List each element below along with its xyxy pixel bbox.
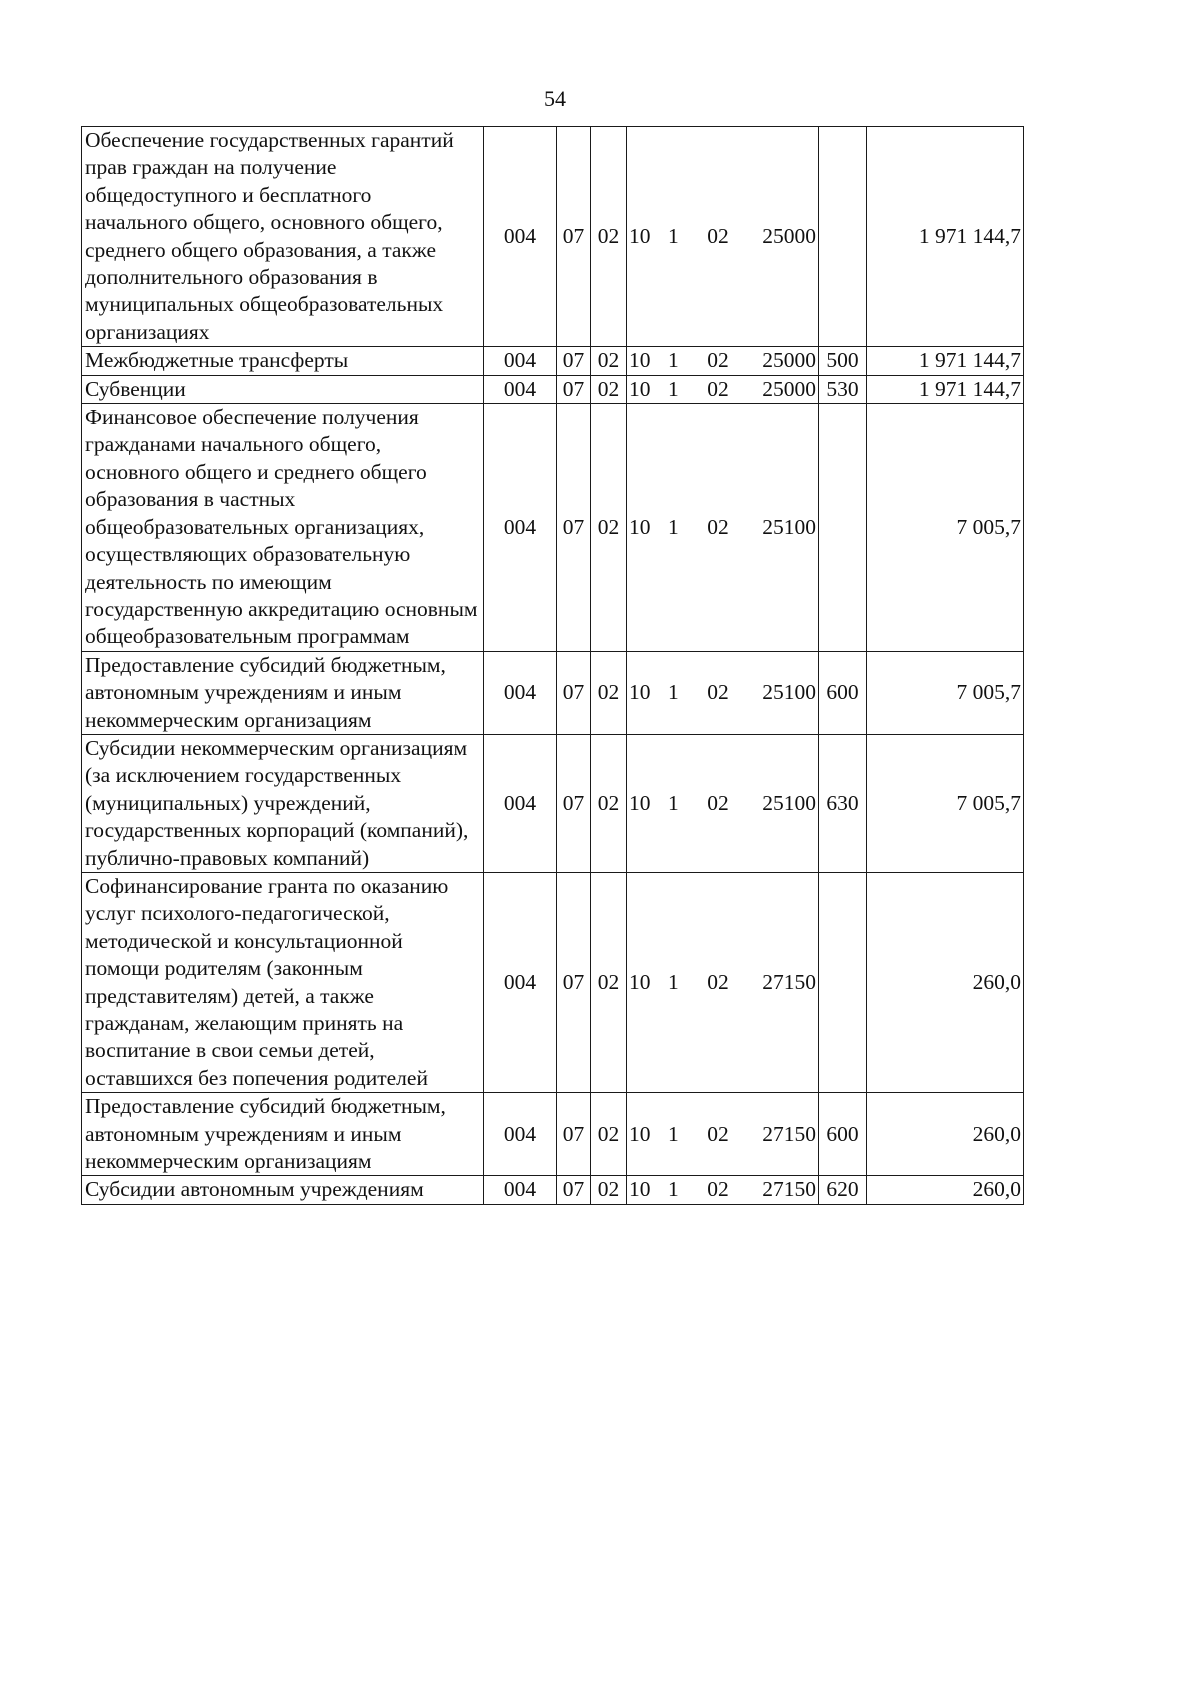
target-article-code-part: 10 bbox=[629, 790, 651, 815]
expense-type-code-cell: 600 bbox=[819, 651, 867, 734]
grbs-code-cell: 004 bbox=[484, 375, 557, 403]
table-row bbox=[82, 1176, 1024, 1204]
subsection-code-cell: 02 bbox=[591, 1176, 627, 1204]
amount-cell: 1 971 144,7 bbox=[867, 375, 1024, 403]
target-article-code-part: 10 bbox=[629, 969, 651, 994]
target-article-code-part: 10 bbox=[629, 348, 651, 373]
grbs-code-cell: 004 bbox=[484, 651, 557, 734]
target-article-code-part: 02 bbox=[707, 348, 729, 373]
table-row bbox=[82, 347, 1024, 375]
table-row bbox=[82, 404, 1024, 652]
amount-cell: 7 005,7 bbox=[867, 404, 1024, 652]
subsection-code-cell: 02 bbox=[591, 127, 627, 347]
subsection-code-cell: 02 bbox=[591, 404, 627, 652]
subsection-code-cell: 02 bbox=[591, 734, 627, 872]
target-article-code-part: 25100 bbox=[762, 680, 816, 705]
target-article-code-part: 1 bbox=[668, 969, 679, 994]
page-number: 54 bbox=[544, 86, 566, 111]
row-name-cell: Межбюджетные трансферты bbox=[82, 347, 484, 375]
budget-table bbox=[81, 126, 1024, 1205]
target-article-code-cell bbox=[627, 1176, 819, 1204]
amount-cell: 1 971 144,7 bbox=[867, 127, 1024, 347]
target-article-code bbox=[629, 223, 816, 250]
target-article-code-part: 02 bbox=[707, 969, 729, 994]
amount-cell: 260,0 bbox=[867, 1176, 1024, 1204]
grbs-code-cell: 004 bbox=[484, 347, 557, 375]
target-article-code-part: 27150 bbox=[762, 969, 816, 994]
expense-type-code-cell: 600 bbox=[819, 1093, 867, 1176]
target-article-code-part: 10 bbox=[629, 514, 651, 539]
target-article-code bbox=[629, 679, 816, 706]
row-name-cell: Финансовое обеспечение получения гражданами начального общего, основного общего и среднего общего образования в частных общеобразовательных организациях, осуществляющих образовательную деятельность по имеющим государственную аккредитацию основным общеобразовательным программам bbox=[82, 404, 484, 652]
target-article-code-part: 02 bbox=[707, 680, 729, 705]
target-article-code-part: 1 bbox=[668, 348, 679, 373]
expense-type-code-cell bbox=[819, 127, 867, 347]
amount-cell: 7 005,7 bbox=[867, 651, 1024, 734]
target-article-code-part: 25000 bbox=[762, 223, 816, 248]
subsection-code-cell: 02 bbox=[591, 1093, 627, 1176]
amount-cell: 1 971 144,7 bbox=[867, 347, 1024, 375]
target-article-code-cell bbox=[627, 872, 819, 1092]
table-row bbox=[82, 1093, 1024, 1176]
subsection-code-cell: 02 bbox=[591, 872, 627, 1092]
section-code-cell: 07 bbox=[557, 127, 591, 347]
target-article-code bbox=[629, 790, 816, 817]
row-name-cell: Субвенции bbox=[82, 375, 484, 403]
section-code-cell: 07 bbox=[557, 872, 591, 1092]
target-article-code-part: 02 bbox=[707, 1121, 729, 1146]
row-name-cell: Обеспечение государственных гарантий прав граждан на получение общедоступного и бесплатного начального общего, основного общего, среднего общего образования, а также дополнительного образования в муниципальных общеобразовательных организациях bbox=[82, 127, 484, 347]
target-article-code-part: 1 bbox=[668, 680, 679, 705]
target-article-code-part: 25000 bbox=[762, 376, 816, 401]
section-code-cell: 07 bbox=[557, 734, 591, 872]
subsection-code-cell: 02 bbox=[591, 651, 627, 734]
subsection-code-cell: 02 bbox=[591, 347, 627, 375]
target-article-code-part: 1 bbox=[668, 1177, 679, 1202]
row-name-cell: Предоставление субсидий бюджетным, автономным учреждениям и иным некоммерческим организациям bbox=[82, 651, 484, 734]
target-article-code-part: 25100 bbox=[762, 790, 816, 815]
table-row bbox=[82, 651, 1024, 734]
target-article-code-part: 10 bbox=[629, 1121, 651, 1146]
expense-type-code-cell bbox=[819, 872, 867, 1092]
expense-type-code-cell: 630 bbox=[819, 734, 867, 872]
row-name-cell: Софинансирование гранта по оказанию услуг психолого-педагогической, методической и консультационной помощи родителям (законным представителям) детей, а также гражданам, желающим принять на воспитание в свои семьи детей, оставшихся без попечения родителей bbox=[82, 872, 484, 1092]
grbs-code-cell: 004 bbox=[484, 127, 557, 347]
target-article-code-part: 02 bbox=[707, 514, 729, 539]
target-article-code-cell bbox=[627, 1093, 819, 1176]
grbs-code-cell: 004 bbox=[484, 1093, 557, 1176]
section-code-cell: 07 bbox=[557, 1093, 591, 1176]
target-article-code-part: 10 bbox=[629, 376, 651, 401]
target-article-code-part: 02 bbox=[707, 790, 729, 815]
target-article-code-cell bbox=[627, 127, 819, 347]
target-article-code-part: 1 bbox=[668, 1121, 679, 1146]
target-article-code bbox=[629, 969, 816, 996]
target-article-code-cell bbox=[627, 651, 819, 734]
table-row bbox=[82, 872, 1024, 1092]
subsection-code-cell: 02 bbox=[591, 375, 627, 403]
target-article-code-part: 25000 bbox=[762, 348, 816, 373]
target-article-code-part: 10 bbox=[629, 223, 651, 248]
row-name-cell: Субсидии автономным учреждениям bbox=[82, 1176, 484, 1204]
expense-type-code-cell: 620 bbox=[819, 1176, 867, 1204]
expense-type-code-cell: 530 bbox=[819, 375, 867, 403]
amount-cell: 7 005,7 bbox=[867, 734, 1024, 872]
target-article-code-part: 27150 bbox=[762, 1177, 816, 1202]
budget-table-body bbox=[82, 127, 1024, 1205]
table-row bbox=[82, 375, 1024, 403]
row-name-cell: Предоставление субсидий бюджетным, автономным учреждениям и иным некоммерческим организациям bbox=[82, 1093, 484, 1176]
section-code-cell: 07 bbox=[557, 651, 591, 734]
target-article-code-part: 02 bbox=[707, 376, 729, 401]
table-row bbox=[82, 734, 1024, 872]
grbs-code-cell: 004 bbox=[484, 734, 557, 872]
row-name-cell: Субсидии некоммерческим организациям (за исключением государственных (муниципальных) учреждений, государственных корпораций (компаний), публично-правовых компаний) bbox=[82, 734, 484, 872]
expense-type-code-cell: 500 bbox=[819, 347, 867, 375]
expense-type-code-cell bbox=[819, 404, 867, 652]
target-article-code-part: 1 bbox=[668, 790, 679, 815]
target-article-code-cell bbox=[627, 347, 819, 375]
grbs-code-cell: 004 bbox=[484, 872, 557, 1092]
grbs-code-cell: 004 bbox=[484, 1176, 557, 1204]
target-article-code-part: 1 bbox=[668, 514, 679, 539]
target-article-code bbox=[629, 1176, 816, 1203]
amount-cell: 260,0 bbox=[867, 872, 1024, 1092]
amount-cell: 260,0 bbox=[867, 1093, 1024, 1176]
target-article-code-part: 02 bbox=[707, 1177, 729, 1202]
target-article-code-part: 25100 bbox=[762, 514, 816, 539]
target-article-code bbox=[629, 1121, 816, 1148]
grbs-code-cell: 004 bbox=[484, 404, 557, 652]
section-code-cell: 07 bbox=[557, 404, 591, 652]
table-row bbox=[82, 127, 1024, 347]
target-article-code-cell bbox=[627, 404, 819, 652]
section-code-cell: 07 bbox=[557, 375, 591, 403]
target-article-code-cell bbox=[627, 734, 819, 872]
target-article-code-part: 02 bbox=[707, 223, 729, 248]
section-code-cell: 07 bbox=[557, 347, 591, 375]
target-article-code-part: 1 bbox=[668, 223, 679, 248]
target-article-code-part: 10 bbox=[629, 680, 651, 705]
target-article-code bbox=[629, 514, 816, 541]
target-article-code-cell bbox=[627, 375, 819, 403]
target-article-code bbox=[629, 347, 816, 374]
target-article-code-part: 27150 bbox=[762, 1121, 816, 1146]
target-article-code-part: 10 bbox=[629, 1177, 651, 1202]
target-article-code-part: 1 bbox=[668, 376, 679, 401]
target-article-code bbox=[629, 376, 816, 403]
section-code-cell: 07 bbox=[557, 1176, 591, 1204]
